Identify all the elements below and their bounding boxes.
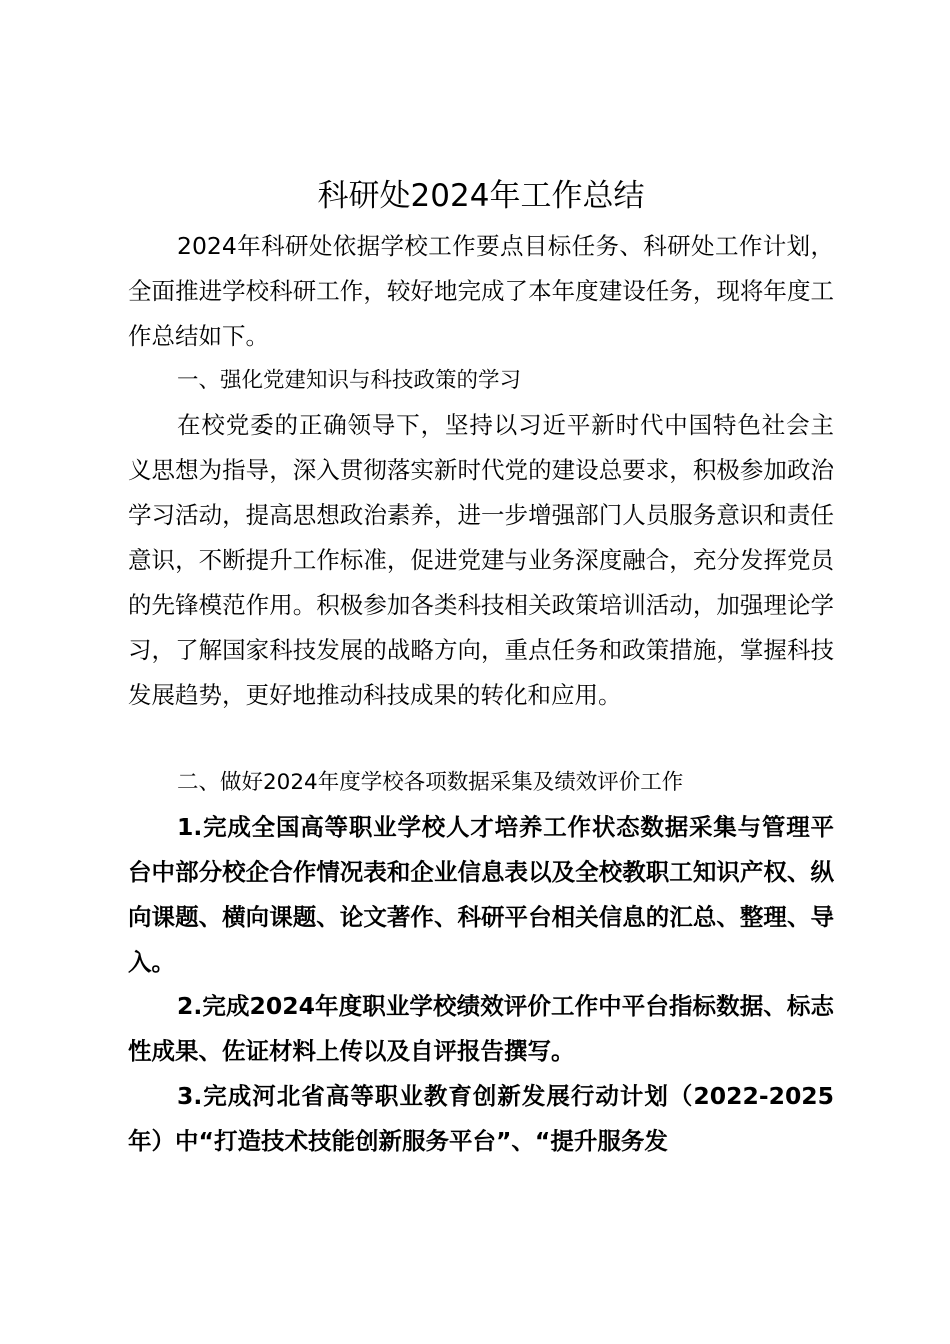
document-title: 科研处2024年工作总结 bbox=[317, 178, 645, 214]
section-1-heading: 一、强化党建知识与科技政策的学习 bbox=[177, 368, 522, 393]
section-2-item-2: 2.完成2024年度职业学校绩效评价工作中平台指标数据、标志性成果、佐证材料上传以及自评报告撰写。 bbox=[128, 992, 834, 1065]
intro-paragraph: 2024年科研处依据学校工作要点目标任务、科研处工作计划，全面推进学校科研工作，较好地完成了本年度建设任务，现将年度工作总结如下。 bbox=[128, 232, 834, 350]
section-2-item-3: 3.完成河北省高等职业教育创新发展行动计划（2022-2025年）中“打造技术技能创新服务平台”、“提升服务发 bbox=[128, 1082, 834, 1155]
section-2-heading: 二、做好2024年度学校各项数据采集及绩效评价工作 bbox=[177, 770, 684, 795]
section-2-item-1: 1.完成全国高等职业学校人才培养工作状态数据采集与管理平台中部分校企合作情况表和企业信息表以及全校教职工知识产权、纵向课题、横向课题、论文著作、科研平台相关信息的汇总、整理、导入。 bbox=[128, 813, 834, 976]
section-1-body: 在校党委的正确领导下，坚持以习近平新时代中国特色社会主义思想为指导，深入贯彻落实新时代党的建设总要求，积极参加政治学习活动，提高思想政治素养，进一步增强部门人员服务意识和责任意识，不断提升工作标准，促进党建与业务深度融合，充分发挥党员的先锋模范作用。积极参加各类科技相关政策培训活动，加强理论学习，了解国家科技发展的战略方向，重点任务和政策措施，掌握科技发展趋势，更好地推动科技成果的转化和应用。 bbox=[128, 411, 834, 709]
